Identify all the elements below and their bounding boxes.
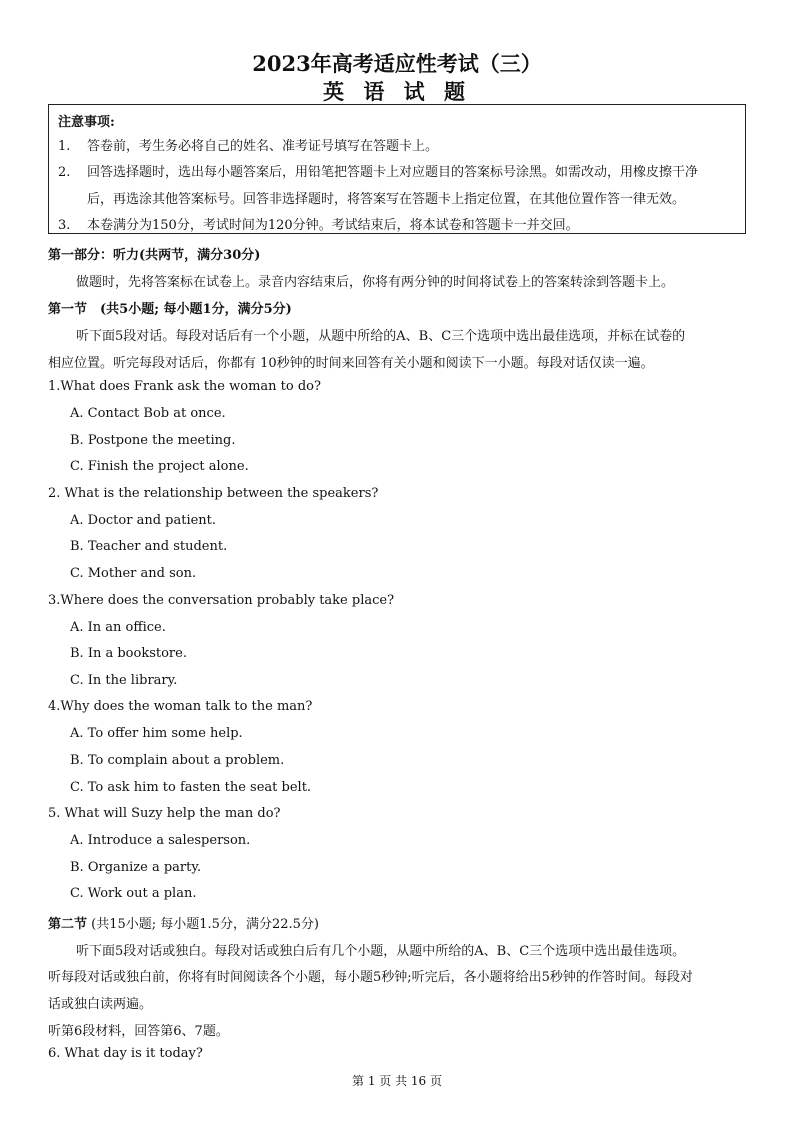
question: 3.Where does the conversation probably take place? (48, 593, 395, 608)
notice-text: 回答选择题时，选出每小题答案后，用铅笔把答题卡上对应题目的答案标号涂黑。如需改动，用橡皮擦干净 (87, 165, 699, 180)
part1-intro: 做题时，先将答案标在试卷上。录音内容结束后，你将有两分钟的时间将试卷上的答案转涂到答题卡上。 (76, 275, 675, 290)
question: 6. What day is it today? (48, 1046, 203, 1061)
option: B. Organize a party. (70, 860, 202, 875)
section2-intro: 话或独白读两遍。 (48, 997, 153, 1012)
notice-item (58, 159, 698, 186)
notice-item (58, 212, 579, 239)
option: A. Contact Bob at once. (70, 406, 226, 421)
option: A. Doctor and patient. (70, 513, 217, 528)
option: C. Work out a plan. (70, 886, 197, 901)
option: C. To ask him to fasten the seat belt. (70, 780, 312, 795)
notice-box (48, 104, 746, 234)
notice-item (58, 133, 438, 160)
notice-number: 2. (58, 165, 71, 180)
section2-intro: 听每段对话或独白前，你将有时间阅读各个小题，每小题5秒钟;听完后，各小题将给出5秒钟的作答时间。每段对 (48, 970, 693, 985)
option: A. Introduce a salesperson. (70, 833, 251, 848)
option: B. To complain about a problem. (70, 753, 285, 768)
section1-intro: 相应位置。听完每段对话后，你都有 10秒钟的时间来回答有关小题和阅读下一小题。每段对话仅读一遍。 (48, 356, 654, 371)
option: C. Finish the project alone. (70, 459, 249, 474)
part1-heading: 第一部分：听力(共两节，满分30分) (48, 248, 261, 263)
page-number: 第 1 页 共 16 页 (352, 1074, 442, 1088)
option: B. Postpone the meeting. (70, 433, 236, 448)
section2-heading-detail: (共15小题; 每小题1.5分，满分22.5分) (87, 917, 319, 932)
question: 4.Why does the woman talk to the man? (48, 699, 313, 714)
option: B. Teacher and student. (70, 539, 228, 554)
section1-intro: 听下面5段对话。每段对话后有一个小题，从题中所给的A、B、C三个选项中选出最佳选项，并标在试卷的 (76, 329, 686, 344)
exam-title: 2023年高考适应性考试（三） (252, 51, 542, 76)
option: C. Mother and son. (70, 566, 197, 581)
section1-heading: 第一节 (共5小题; 每小题1分，满分5分) (48, 302, 292, 317)
option: A. In an office. (70, 620, 166, 635)
material-instruction: 听第6段材料，回答第6、7题。 (48, 1024, 229, 1039)
notice-text: 本卷满分为150分，考试时间为120分钟。考试结束后，将本试卷和答题卡一并交回。 (87, 218, 579, 233)
question: 1.What does Frank ask the woman to do? (48, 379, 321, 394)
question: 5. What will Suzy help the man do? (48, 806, 281, 821)
section2-heading-label: 第二节 (48, 917, 88, 932)
notice-number: 1. (58, 139, 71, 154)
section2-intro: 听下面5段对话或独白。每段对话或独白后有几个小题，从题中所给的A、B、C三个选项中选出最佳选项。 (76, 944, 686, 959)
notice-text: 答卷前，考生务必将自己的姓名、准考证号填写在答题卡上。 (87, 139, 439, 154)
option: A. To offer him some help. (70, 726, 243, 741)
notice-text: 后，再选涂其他答案标号。回答非选择题时，将答案写在答题卡上指定位置，在其他位置作答一律无效。 (87, 192, 686, 207)
notice-number: 3. (58, 218, 71, 233)
exam-subject: 英 语 试 题 (323, 79, 471, 104)
option: B. In a bookstore. (70, 646, 187, 661)
option: C. In the library. (70, 673, 178, 688)
notice-heading: 注意事项: (58, 115, 115, 130)
question: 2. What is the relationship between the speakers? (48, 486, 379, 501)
section2-heading (48, 913, 319, 932)
